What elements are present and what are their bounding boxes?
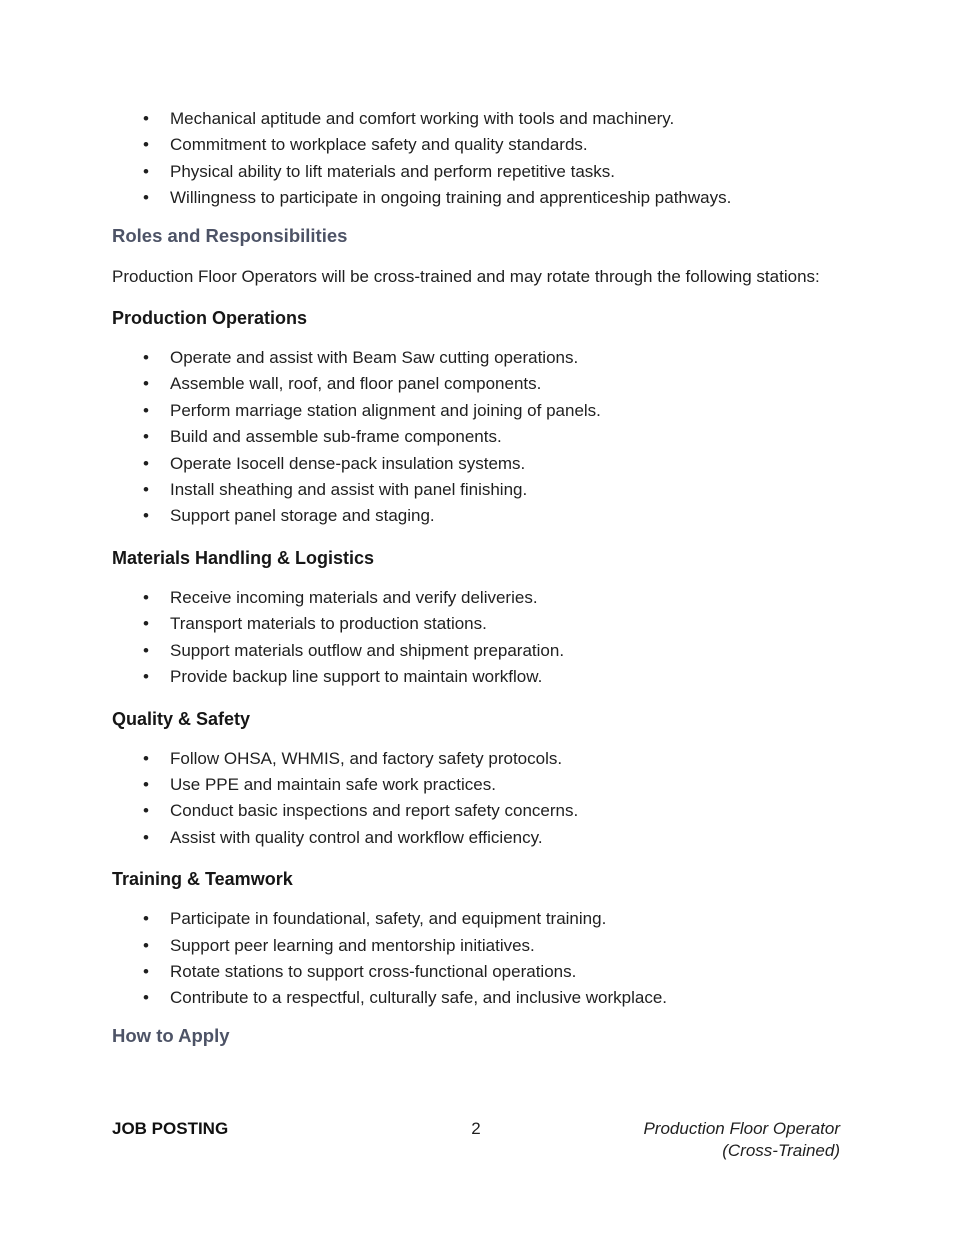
subsection-heading-quality-safety: Quality & Safety <box>112 708 251 729</box>
footer-title-line1: Production Floor Operator <box>643 1119 840 1138</box>
list-item: • Mechanical aptitude and comfort working with tools and machinery. <box>112 106 842 132</box>
list-item: • Provide backup line support to maintain workflow. <box>112 664 842 690</box>
footer-page-number: 2 <box>471 1119 481 1138</box>
list-item: • Install sheathing and assist with panel finishing. <box>112 477 842 503</box>
list-item: • Conduct basic inspections and report safety concerns. <box>112 798 842 824</box>
intro-bullet-list <box>112 106 842 212</box>
training-teamwork-bullet-list <box>112 906 842 1012</box>
list-item: • Assist with quality control and workflow efficiency. <box>112 825 842 851</box>
page-footer <box>112 1118 840 1162</box>
how-to-apply-heading: How to Apply <box>112 1024 230 1046</box>
list-item: • Operate Isocell dense-pack insulation systems. <box>112 451 842 477</box>
footer-title-line2: (Cross-Trained) <box>722 1141 840 1160</box>
materials-handling-bullet-list <box>112 585 842 691</box>
list-item: • Follow OHSA, WHMIS, and factory safety protocols. <box>112 746 842 772</box>
list-item: • Support peer learning and mentorship initiatives. <box>112 933 842 959</box>
document-body <box>112 106 842 1064</box>
list-item: • Willingness to participate in ongoing training and apprenticeship pathways. <box>112 185 842 211</box>
list-item: • Contribute to a respectful, culturally safe, and inclusive workplace. <box>112 985 842 1011</box>
roles-section-heading: Roles and Responsibilities <box>112 224 348 246</box>
list-item: • Transport materials to production stations. <box>112 611 842 637</box>
subsection-heading-training-teamwork: Training & Teamwork <box>112 869 293 890</box>
list-item: • Perform marriage station alignment and joining of panels. <box>112 398 842 424</box>
subsection-heading-materials-handling: Materials Handling & Logistics <box>112 547 375 568</box>
quality-safety-bullet-list <box>112 746 842 852</box>
list-item: • Support panel storage and staging. <box>112 503 842 529</box>
footer-doc-label: JOB POSTING <box>112 1119 229 1138</box>
footer-document-title <box>481 1118 840 1162</box>
list-item: • Receive incoming materials and verify deliveries. <box>112 585 842 611</box>
list-item: • Build and assemble sub-frame components. <box>112 424 842 450</box>
list-item: • Operate and assist with Beam Saw cutting operations. <box>112 345 842 371</box>
list-item: • Participate in foundational, safety, and equipment training. <box>112 906 842 932</box>
list-item: • Use PPE and maintain safe work practices. <box>112 772 842 798</box>
list-item: • Assemble wall, roof, and floor panel components. <box>112 371 842 397</box>
list-item: • Support materials outflow and shipment preparation. <box>112 638 842 664</box>
list-item: • Commitment to workplace safety and quality standards. <box>112 132 842 158</box>
list-item: • Rotate stations to support cross-functional operations. <box>112 959 842 985</box>
production-operations-bullet-list <box>112 345 842 530</box>
subsection-heading-production-operations: Production Operations <box>112 308 308 329</box>
list-item: • Physical ability to lift materials and perform repetitive tasks. <box>112 159 842 185</box>
roles-intro-paragraph: Production Floor Operators will be cross-trained and may rotate through the following stations: <box>112 266 820 286</box>
